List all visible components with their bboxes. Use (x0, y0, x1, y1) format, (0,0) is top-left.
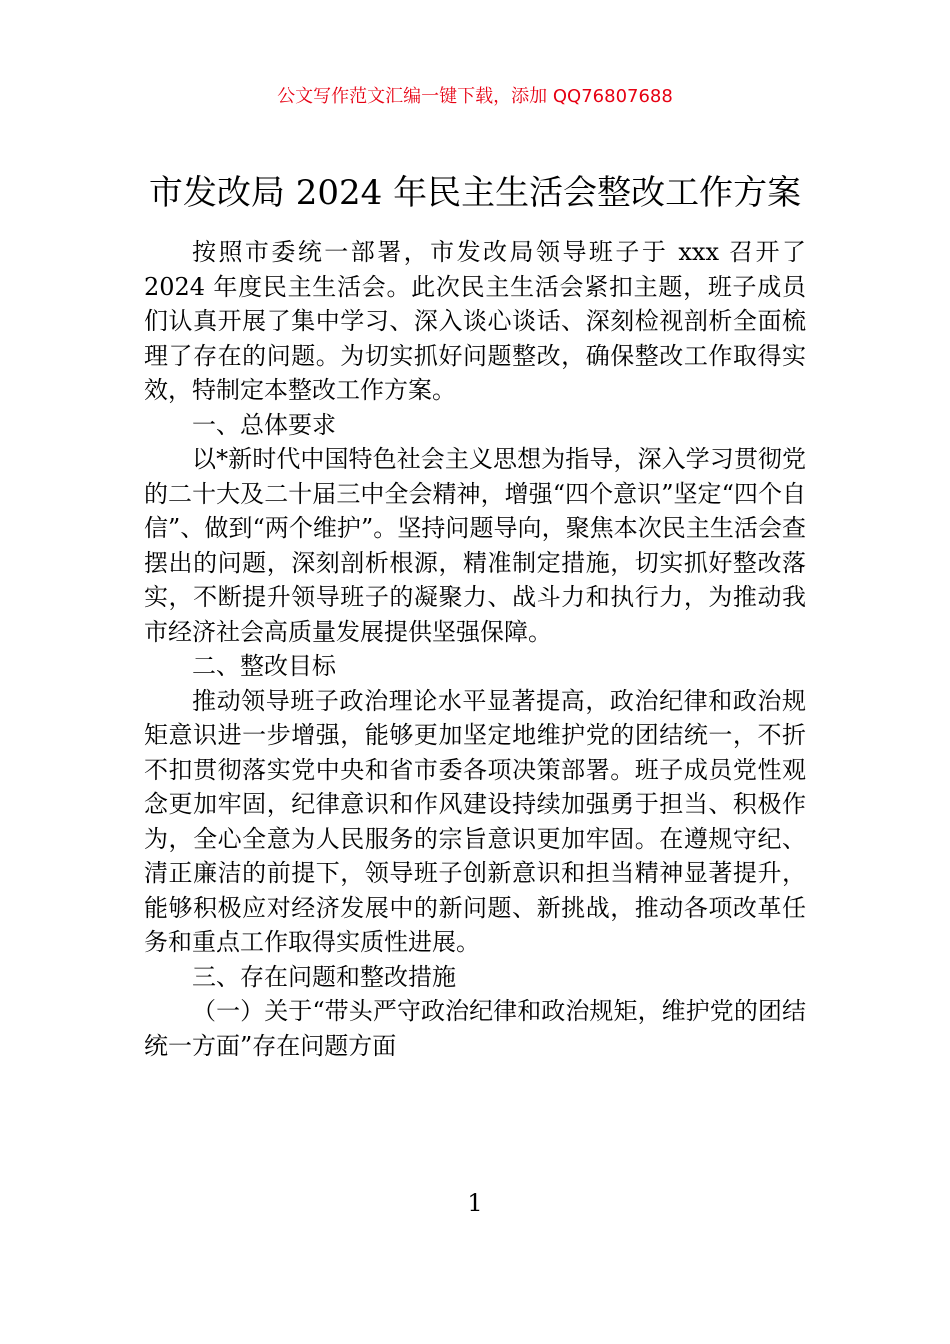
section-heading-general-requirements: 一、总体要求 (192, 410, 336, 439)
section-heading-problems-and-measures: 三、存在问题和整改措施 (192, 962, 456, 991)
rectification-goals-paragraph: 推动领导班子政治理论水平显著提高，政治纪律和政治规矩意识进一步增强，能够更加坚定地维护党的团结统一，不折不扣贯彻落实党中央和省市委各项决策部署。班子成员党性观念更加牢固，纪律意识和作风建设持续加强勇于担当、积极作为，全心全意为人民服务的宗旨意识更加牢固。在遵规守纪、清正廉洁的前提下，领导班子创新意识和担当精神显著提升，能够积极应对经济发展中的新问题、新挑战，推动各项改革任务和重点工作取得实质性进展。 (144, 686, 806, 956)
promo-header-note: 公文写作范文汇编一键下载，添加 QQ76807688 (277, 86, 673, 107)
page-number: 1 (467, 1189, 483, 1217)
intro-paragraph: 按照市委统一部署，市发改局领导班子于 xxx 召开了 2024 年度民主生活会。此次民主生活会紧扣主题，班子成员们认真开展了集中学习、深入谈心谈话、深刻检视剖析全面梳理了存在的问题。为切实抓好问题整改，确保整改工作取得实效，特制定本整改工作方案。 (144, 238, 806, 404)
subsection-heading-political-discipline: （一）关于“带头严守政治纪律和政治规矩，维护党的团结统一方面”存在问题方面 (144, 997, 806, 1060)
general-requirements-paragraph: 以*新时代中国特色社会主义思想为指导，深入学习贯彻党的二十大及二十届三中全会精神，增强“四个意识”坚定“四个自信”、做到“两个维护”。坚持问题导向，聚焦本次民主生活会查摆出的问题，深刻剖析根源，精准制定措施，切实抓好整改落实，不断提升领导班子的凝聚力、战斗力和执行力，为推动我市经济社会高质量发展提供坚强保障。 (144, 445, 806, 646)
section-heading-rectification-goals: 二、整改目标 (192, 652, 336, 680)
document-body (144, 235, 806, 1063)
document-title: 市发改局 2024 年民主生活会整改工作方案 (148, 173, 802, 213)
